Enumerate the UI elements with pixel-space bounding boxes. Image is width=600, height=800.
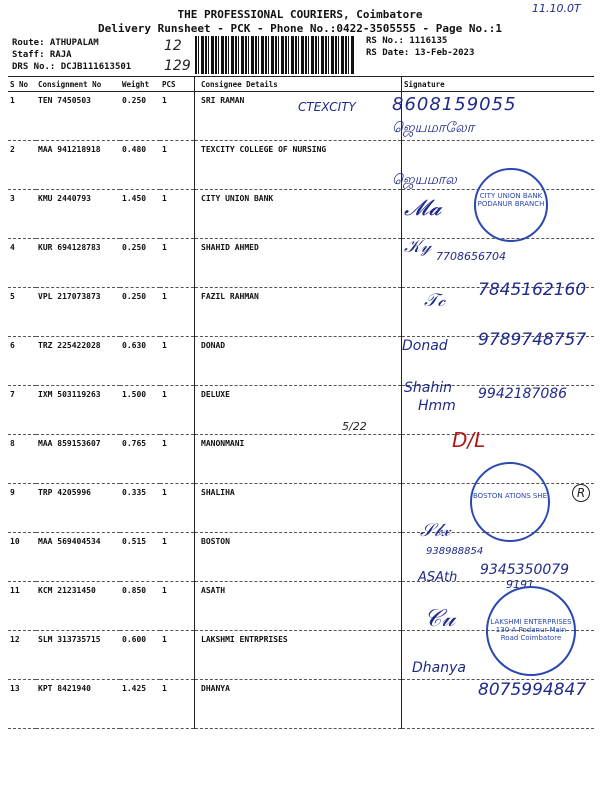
cell-consignment: KMU 2440793 <box>36 190 120 239</box>
handwritten-signature-fazil: 𝒯𝒸 <box>424 290 446 311</box>
cell-pcs: 1 <box>160 288 195 337</box>
table-header-row <box>8 77 594 92</box>
lakshmi-enterprises-stamp: LAKSHMI ENTERPRISES 130-A Podanur Main Road Coimbatore <box>486 586 576 676</box>
handwritten-date: 11.10.0T <box>532 2 581 15</box>
rs-date: RS Date: 13-Feb-2023 <box>366 48 475 58</box>
handwritten-phone-deluxe: 9942187086 <box>478 386 568 402</box>
city-union-bank-stamp: CITY UNION BANK PODANUR BRANCH <box>474 168 548 242</box>
cell-sno: 1 <box>8 92 36 141</box>
cell-consignment: KCM 21231450 <box>36 582 120 631</box>
cell-sno: 2 <box>8 141 36 190</box>
handwritten-phone-dhanya: 8075994847 <box>478 680 587 700</box>
cell-pcs: 1 <box>160 631 195 680</box>
cell-pcs: 1 <box>160 141 195 190</box>
cell-consignment: KUR 694128783 <box>36 239 120 288</box>
handwritten-manon-note: 5/22 <box>342 420 367 433</box>
drs-number: DRS No.: DCJB111613501 <box>12 62 132 72</box>
cell-sno: 8 <box>8 435 36 484</box>
handwritten-signature-boston: 𝒮𝒷𝓍 <box>420 520 451 541</box>
runsheet-subtitle: Delivery Runsheet - PCK - Phone No.:0422-3505555 - Page No.:1 <box>98 22 502 35</box>
handwritten-phone-fazil: 7845162160 <box>478 280 587 300</box>
route-label: Route: ATHUPALAM <box>12 38 99 48</box>
handwritten-phone-shahid: 7708656704 <box>436 250 506 263</box>
cell-consignee: ASATH <box>195 582 402 631</box>
cell-weight: 0.250 <box>120 239 160 288</box>
cell-consignee: TEXCITY COLLEGE OF NURSING <box>195 141 402 190</box>
cell-weight: 0.765 <box>120 435 160 484</box>
cell-consignee: MANONMANI <box>195 435 402 484</box>
boston-stamp: BOSTON ATIONS SHE <box>470 462 550 542</box>
handwritten-phone-asath-b: 9345350079 <box>480 562 570 578</box>
cell-sno: 4 <box>8 239 36 288</box>
cell-pcs: 1 <box>160 533 195 582</box>
cell-pcs: 1 <box>160 190 195 239</box>
cell-sno: 10 <box>8 533 36 582</box>
rs-number: RS No.: 1116135 <box>366 36 448 46</box>
cell-pcs: 1 <box>160 92 195 141</box>
handwritten-phone-asath-a: 938988854 <box>426 546 484 557</box>
cell-sno: 3 <box>8 190 36 239</box>
cell-weight: 0.250 <box>120 92 160 141</box>
col-signature: Signature <box>402 77 595 92</box>
cell-weight: 0.250 <box>120 288 160 337</box>
handwritten-tamil-2: ஜெயமால <box>392 172 457 188</box>
cell-consignee: DHANYA <box>195 680 402 729</box>
cell-consignment: TEN 7450503 <box>36 92 120 141</box>
cell-consignee: DONAD <box>195 337 402 386</box>
cell-consignment: MAA 941218918 <box>36 141 120 190</box>
cell-weight: 0.335 <box>120 484 160 533</box>
cell-sno: 12 <box>8 631 36 680</box>
cell-pcs: 1 <box>160 484 195 533</box>
cell-consignment: TRZ 225422028 <box>36 337 120 386</box>
cell-consignment: KPT 8421940 <box>36 680 120 729</box>
cell-pcs: 1 <box>160 680 195 729</box>
cell-weight: 1.450 <box>120 190 160 239</box>
cell-weight: 0.480 <box>120 141 160 190</box>
handwritten-count-bottom: 129 <box>164 58 191 74</box>
handwritten-dl-mark: D/L <box>452 428 486 452</box>
handwritten-deluxe-signature-2: Hmm <box>418 398 456 414</box>
handwritten-signature-cub: 𝓜𝓪 <box>404 196 442 221</box>
cell-weight: 1.500 <box>120 386 160 435</box>
cell-pcs: 1 <box>160 239 195 288</box>
handwritten-phone-donad: 9789748757 <box>478 330 587 350</box>
cell-consignee: SHALIHA <box>195 484 402 533</box>
cell-consignee: FAZIL RAHMAN <box>195 288 402 337</box>
handwritten-dhanya-signature: Dhanya <box>412 660 466 676</box>
cell-weight: 0.850 <box>120 582 160 631</box>
handwritten-circled-mark: R <box>572 484 590 502</box>
handwritten-phone-asath-c: 9191 <box>506 578 534 591</box>
cell-consignee: SHAHID AHMED <box>195 239 402 288</box>
cell-pcs: 1 <box>160 582 195 631</box>
col-weight: Weight <box>120 77 160 92</box>
company-title: THE PROFESSIONAL COURIERS, Coimbatore <box>177 8 423 21</box>
handwritten-count-top: 12 <box>164 38 182 54</box>
handwritten-signature-lakshmi: 𝒞𝓊 <box>424 604 456 632</box>
cell-sno: 13 <box>8 680 36 729</box>
col-sno: S No <box>8 77 36 92</box>
cell-sno: 11 <box>8 582 36 631</box>
cell-consignee: LAKSHMI ENTRPRISES <box>195 631 402 680</box>
col-pcs: PCS <box>160 77 195 92</box>
handwritten-phone-1: 8608159055 <box>392 94 517 115</box>
cell-consignment: VPL 217073873 <box>36 288 120 337</box>
cell-consignee: DELUXE <box>195 386 402 435</box>
cell-consignee: SRI RAMAN <box>195 92 402 141</box>
cell-consignment: MAA 569404534 <box>36 533 120 582</box>
cell-sno: 7 <box>8 386 36 435</box>
cell-sno: 9 <box>8 484 36 533</box>
cell-consignment: IXM 503119263 <box>36 386 120 435</box>
handwritten-tamil-1: ஜெயமாலோ <box>392 120 475 136</box>
cell-consignment: SLM 313735715 <box>36 631 120 680</box>
handwritten-signature-shahid: 𝒦𝓎 <box>404 236 432 257</box>
cell-pcs: 1 <box>160 386 195 435</box>
cell-consignment: MAA 859153607 <box>36 435 120 484</box>
cell-pcs: 1 <box>160 435 195 484</box>
handwritten-donad-signature: Donad <box>402 338 448 354</box>
cell-consignment: TRP 4205996 <box>36 484 120 533</box>
staff-label: Staff: RAJA <box>12 50 72 60</box>
cell-weight: 1.425 <box>120 680 160 729</box>
cell-weight: 0.515 <box>120 533 160 582</box>
cell-sno: 5 <box>8 288 36 337</box>
cell-pcs: 1 <box>160 337 195 386</box>
cell-consignee: BOSTON <box>195 533 402 582</box>
col-consignee: Consignee Details <box>195 77 402 92</box>
handwritten-asath-signature: ASAth <box>418 570 458 585</box>
cell-weight: 0.630 <box>120 337 160 386</box>
handwritten-deluxe-signature: Shahin <box>404 380 452 396</box>
barcode <box>195 36 355 74</box>
handwritten-texcity: CTEXCITY <box>298 100 356 114</box>
cell-weight: 0.600 <box>120 631 160 680</box>
col-consignment: Consignment No <box>36 77 120 92</box>
cell-consignee: CITY UNION BANK <box>195 190 402 239</box>
cell-sno: 6 <box>8 337 36 386</box>
